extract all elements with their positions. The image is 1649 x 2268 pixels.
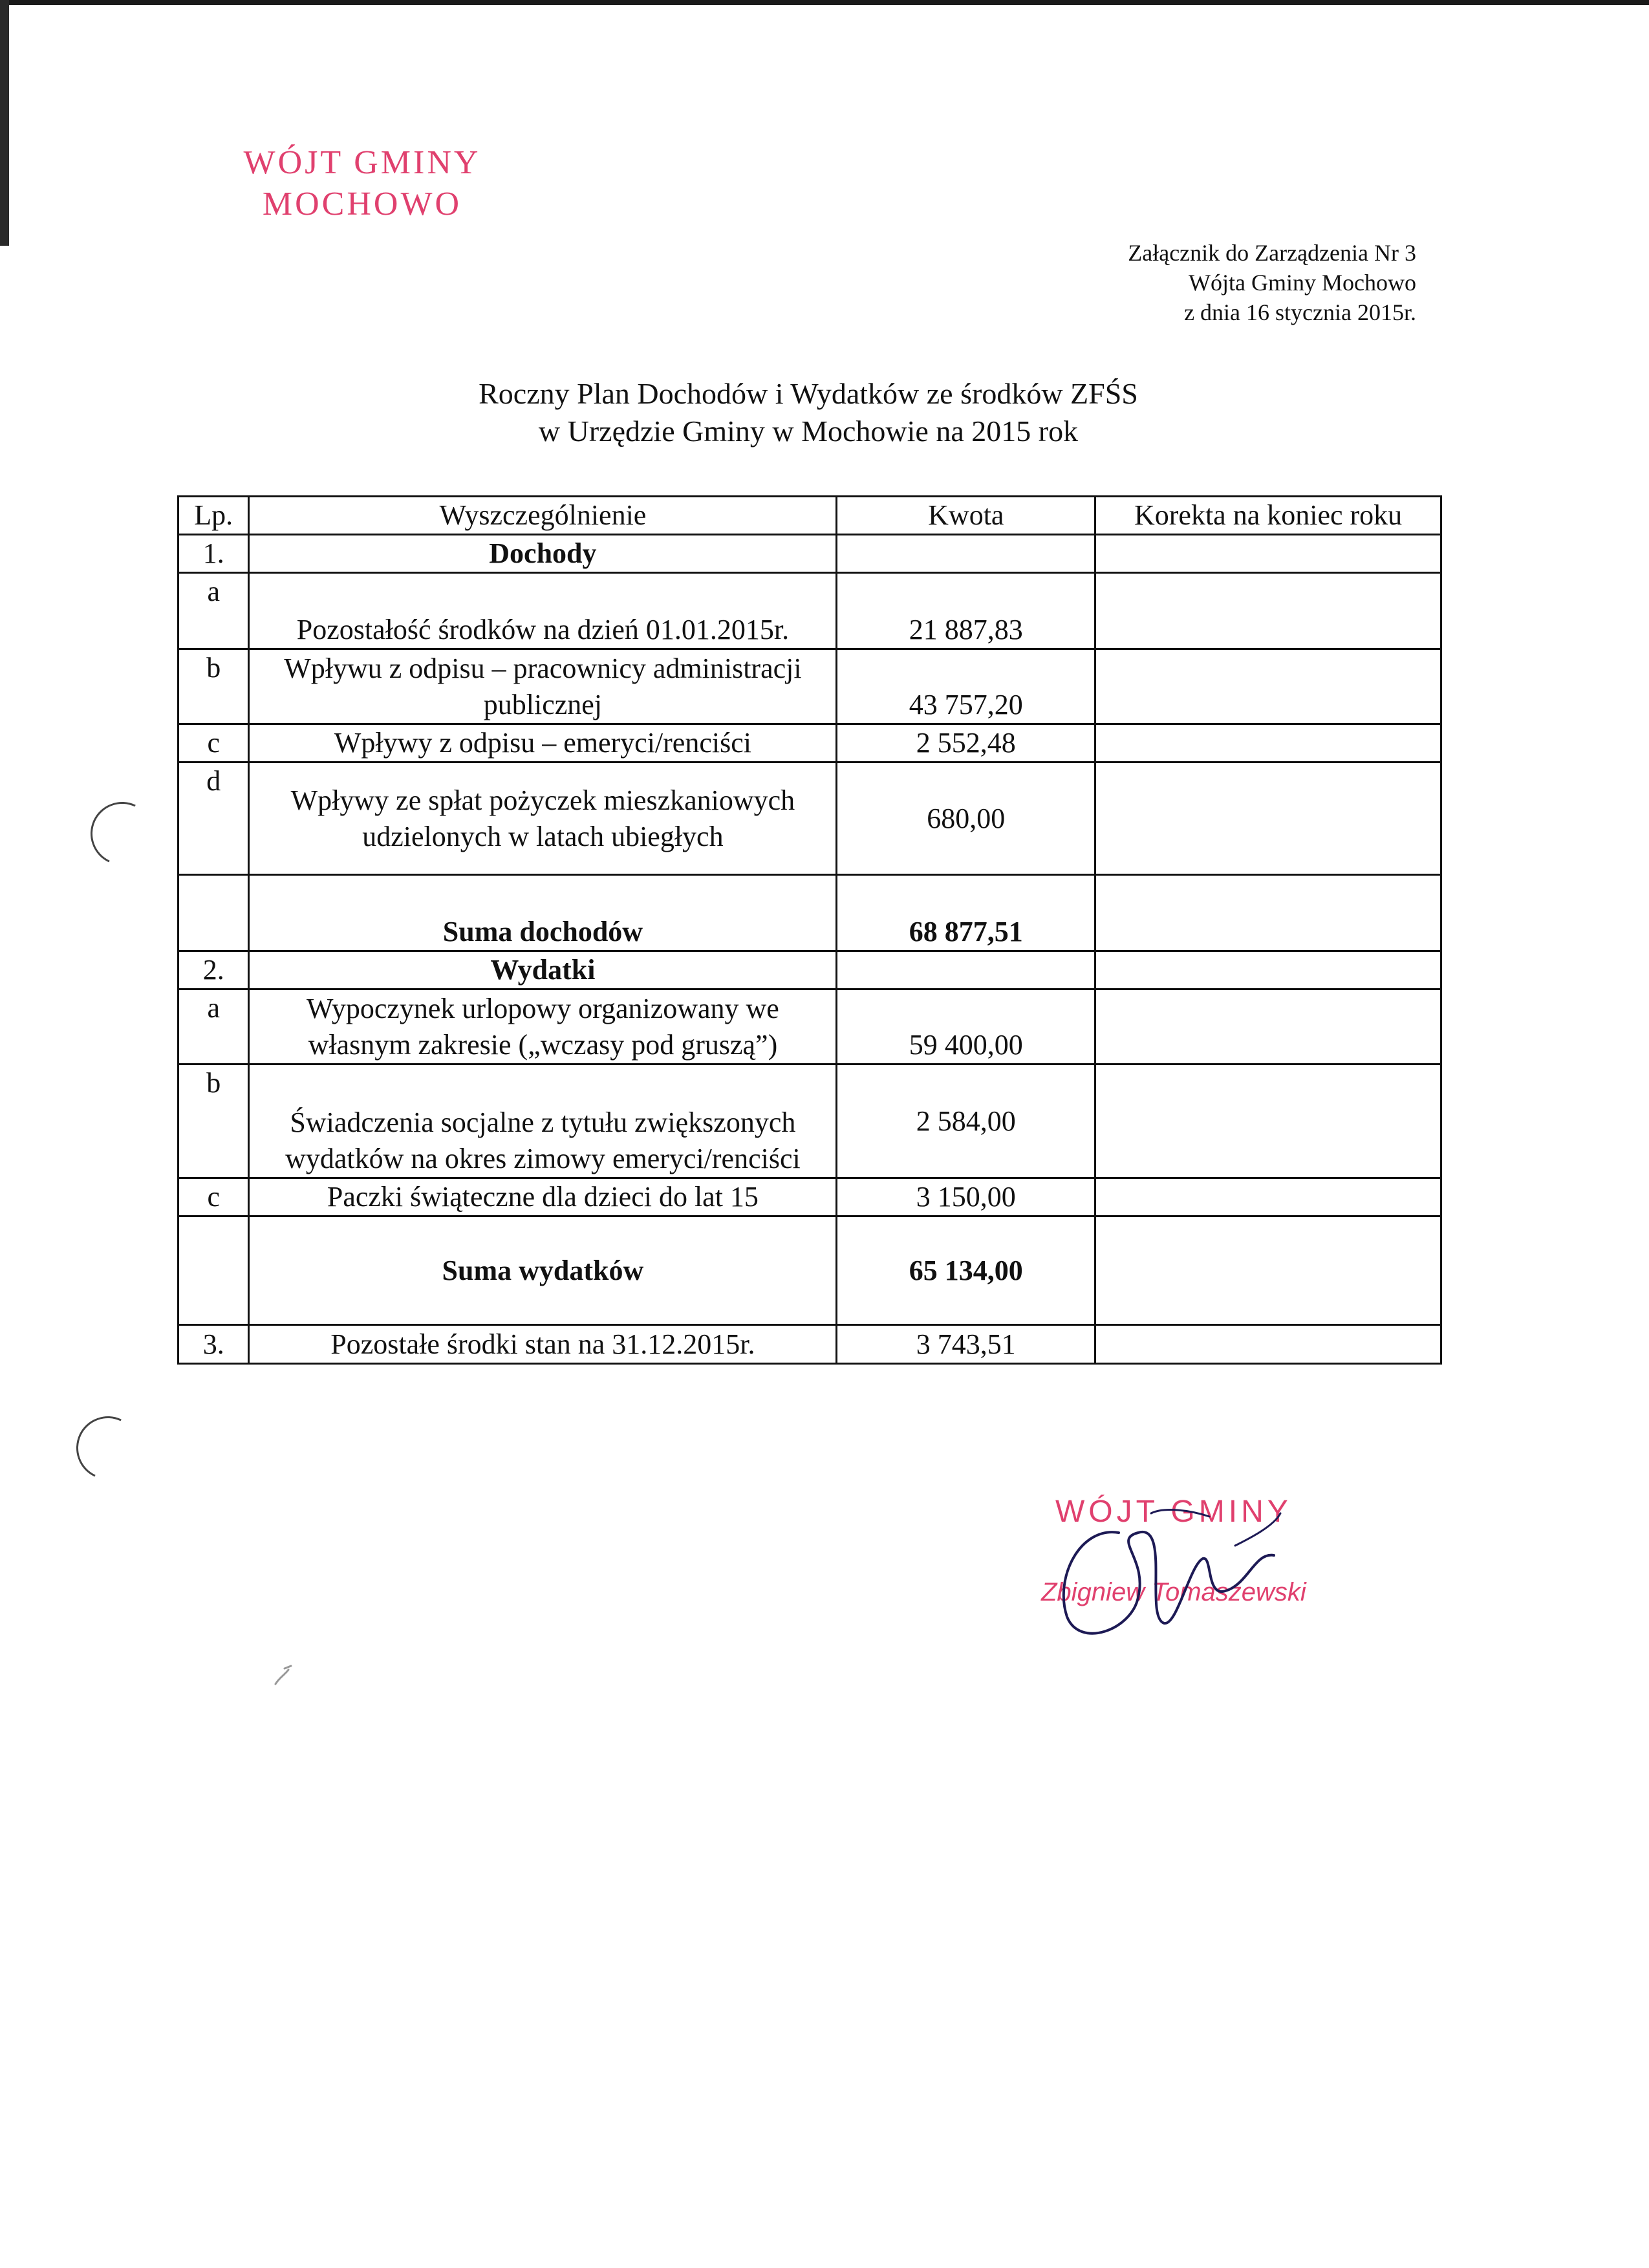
cell-amount [837,535,1095,573]
signature-stamp-name: Zbigniew Tomaszewski [1041,1578,1306,1606]
cell-amount: 2 584,00 [837,1064,1095,1178]
cell-correction [1095,875,1441,951]
table-row [178,573,1441,649]
table-row-expense-total [178,1216,1441,1325]
table-row [178,1178,1441,1216]
cell-correction [1095,1325,1441,1364]
title-line-2: w Urzędzie Gminy w Mochowie na 2015 rok [538,415,1079,448]
cell-lp: b [178,1064,249,1178]
table-row [178,989,1441,1064]
table-row [178,724,1441,762]
cell-correction [1095,649,1441,724]
cell-lp [178,1216,249,1325]
cell-correction [1095,1216,1441,1325]
cell-amount: 59 400,00 [837,989,1095,1064]
cell-amount: 2 552,48 [837,724,1095,762]
cell-amount: 3 150,00 [837,1178,1095,1216]
cell-correction [1095,762,1441,875]
table-row [178,649,1441,724]
table-row-section-expenses [178,951,1441,989]
title-line-1: Roczny Plan Dochodów i Wydatków ze środków ZFŚS [479,377,1138,410]
table-row-section-income [178,535,1441,573]
cell-lp: a [178,573,249,649]
annex-reference [964,238,1416,327]
cell-amount: 680,00 [837,762,1095,875]
scan-edge-top [0,0,1649,5]
cell-total-amount: 68 877,51 [837,875,1095,951]
annex-line-2: Wójta Gminy Mochowo [1189,270,1416,296]
table-row [178,1064,1441,1178]
cell-lp: c [178,1178,249,1216]
cell-lp: 3. [178,1325,249,1364]
cell-lp: 1. [178,535,249,573]
cell-lp [178,875,249,951]
cell-description: Wpływy ze spłat pożyczek mieszkaniowych udzielonych w latach ubiegłych [249,762,837,875]
cell-total-amount: 65 134,00 [837,1216,1095,1325]
annex-line-1: Załącznik do Zarządzenia Nr 3 [1128,240,1416,266]
cell-correction [1095,1178,1441,1216]
cell-description: Wpływy z odpisu – emeryci/renciści [249,724,837,762]
cell-description: Pozostałe środki stan na 31.12.2015r. [249,1325,837,1364]
cell-section-title: Wydatki [249,951,837,989]
header-correction: Korekta na koniec roku [1095,497,1441,535]
cell-total-label: Suma dochodów [249,875,837,951]
handwritten-signature [1041,1487,1403,1656]
cell-amount: 3 743,51 [837,1325,1095,1364]
punch-hole-lower [67,1407,149,1489]
signature-stamp-title: WÓJT GMINY [1055,1495,1292,1529]
table-header-row [178,497,1441,535]
cell-correction [1095,1064,1441,1178]
annex-line-3: z dnia 16 stycznia 2015r. [1184,299,1416,325]
cell-lp: b [178,649,249,724]
header-description: Wyszczególnienie [249,497,837,535]
header-amount: Kwota [837,497,1095,535]
signature-stamp [1041,1487,1403,1656]
office-stamp-header [213,142,511,225]
cell-lp: d [178,762,249,875]
stamp-line-2: MOCHOWO [262,186,462,222]
cell-description: Wpływu z odpisu – pracownicy administracji publicznej [249,649,837,724]
scan-edge-left [0,0,9,246]
cell-lp: c [178,724,249,762]
cell-total-label: Suma wydatków [249,1216,837,1325]
cell-lp: a [178,989,249,1064]
cell-description: Wypoczynek urlopowy organizowany we własnym zakresie („wczasy pod gruszą”) [249,989,837,1064]
cell-amount: 43 757,20 [837,649,1095,724]
table-row [178,762,1441,875]
budget-plan-table [177,495,1442,1365]
table-row-balance [178,1325,1441,1364]
cell-description: Świadczenia socjalne z tytułu zwiększonych wydatków na okres zimowy emeryci/renciści [249,1064,837,1178]
cell-correction [1095,573,1441,649]
header-lp: Lp. [178,497,249,535]
cell-description: Pozostałość środków na dzień 01.01.2015r. [249,573,837,649]
cell-amount [837,951,1095,989]
pen-mark [272,1662,297,1688]
cell-correction [1095,951,1441,989]
cell-amount: 21 887,83 [837,573,1095,649]
cell-lp: 2. [178,951,249,989]
cell-correction [1095,535,1441,573]
cell-description: Paczki świąteczne dla dzieci do lat 15 [249,1178,837,1216]
cell-section-title: Dochody [249,535,837,573]
stamp-line-1: WÓJT GMINY [243,144,481,181]
table-row-income-total [178,875,1441,951]
document-title [388,375,1229,450]
cell-correction [1095,724,1441,762]
cell-correction [1095,989,1441,1064]
punch-hole-upper [81,793,163,874]
